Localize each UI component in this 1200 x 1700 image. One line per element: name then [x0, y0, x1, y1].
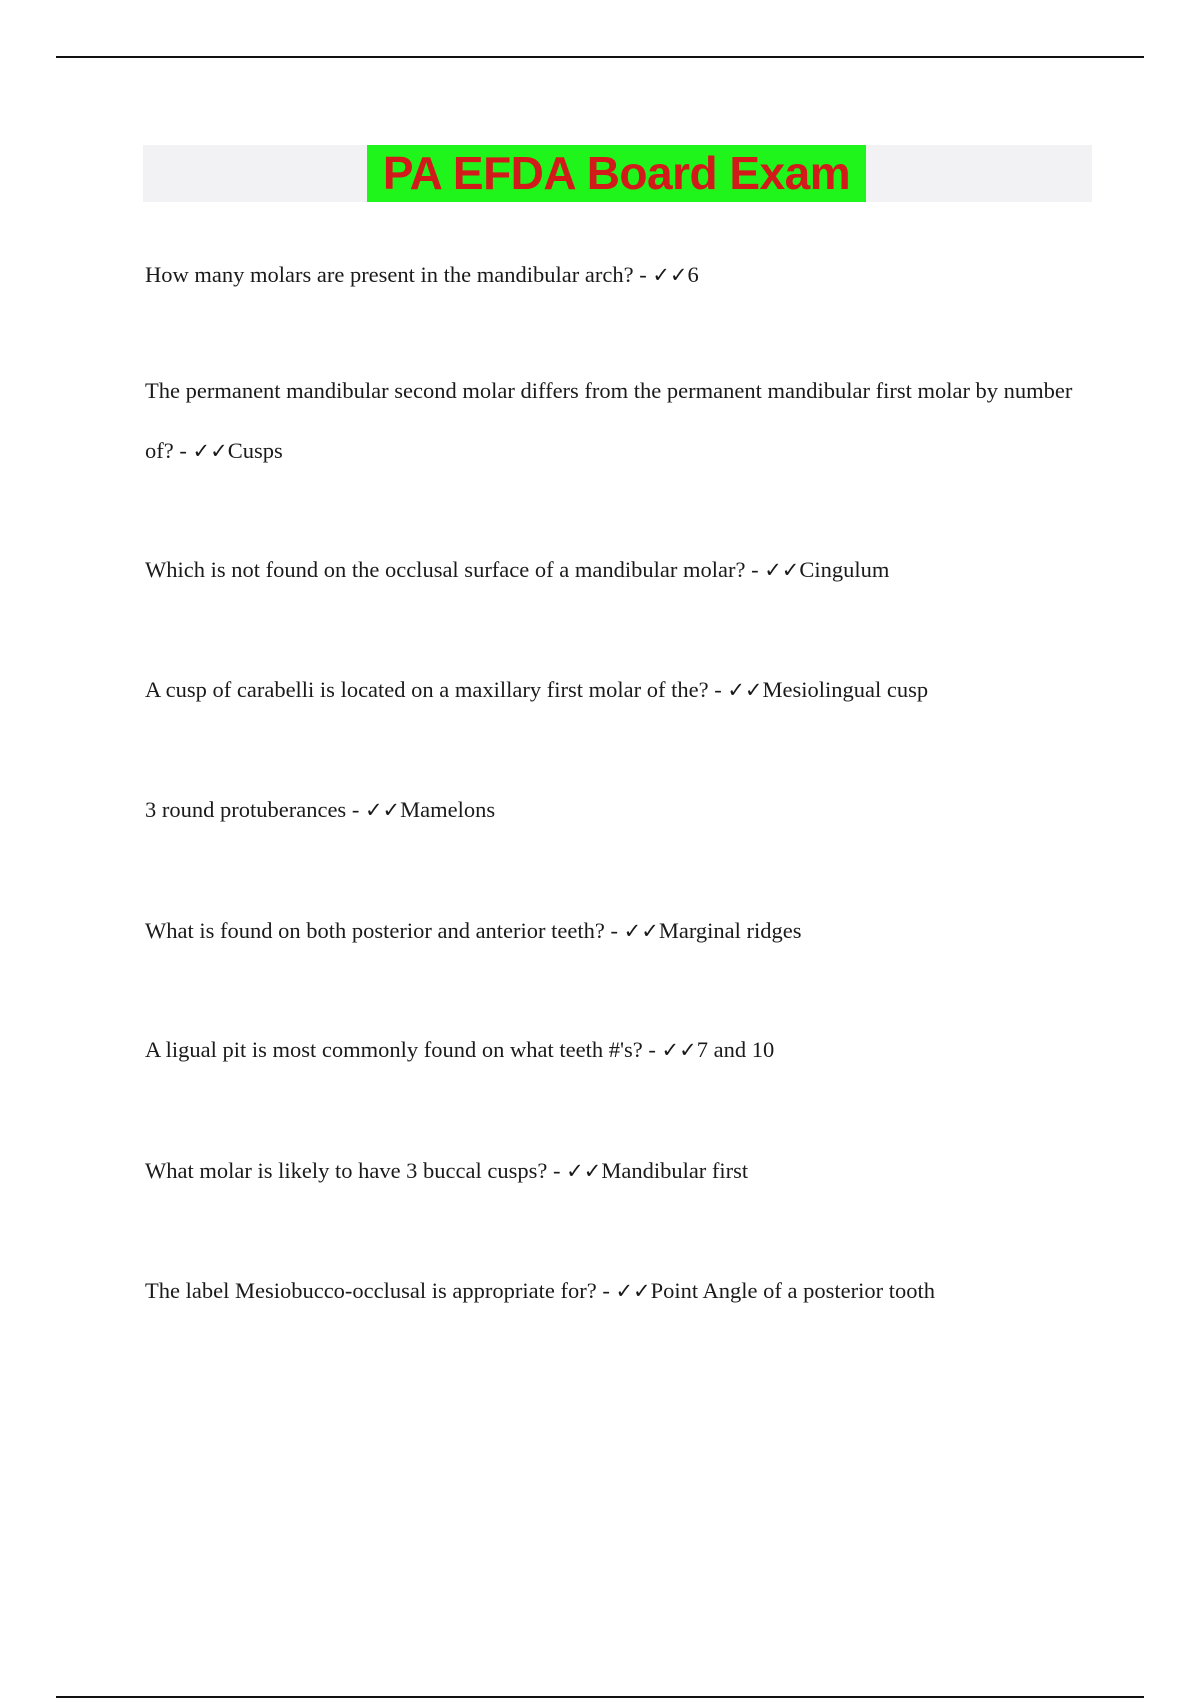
qa-item-2	[145, 361, 1085, 481]
page-title: PA EFDA Board Exam	[367, 145, 866, 202]
qa-item-7	[145, 1020, 1085, 1080]
question-text: A cusp of carabelli is located on a maxillary first molar of the?	[145, 677, 709, 702]
double-check-icon: ✓✓	[566, 1159, 602, 1183]
separator: -	[173, 438, 193, 463]
question-text: A ligual pit is most commonly found on what teeth #'s?	[145, 1037, 643, 1062]
separator: -	[604, 918, 624, 943]
answer-text: Point Angle of a posterior tooth	[650, 1278, 936, 1303]
double-check-icon: ✓✓	[623, 919, 659, 943]
qa-item-6	[145, 901, 1085, 961]
separator: -	[633, 262, 653, 287]
answer-text: 7 and 10	[696, 1037, 775, 1062]
top-rule	[56, 56, 1144, 58]
double-check-icon: ✓✓	[661, 1038, 697, 1062]
qa-item-5	[145, 780, 1085, 840]
double-check-icon: ✓✓	[652, 263, 688, 287]
answer-text: Cingulum	[799, 557, 890, 582]
separator: -	[708, 677, 728, 702]
answer-text: Mesiolingual cusp	[762, 677, 929, 702]
double-check-icon: ✓✓	[727, 678, 763, 702]
separator: -	[642, 1037, 662, 1062]
answer-text: Mandibular first	[601, 1158, 749, 1183]
separator: -	[596, 1278, 616, 1303]
question-text: Which is not found on the occlusal surface of a mandibular molar?	[145, 557, 746, 582]
answer-text: 6	[687, 262, 699, 287]
question-text: The label Mesiobucco-occlusal is appropriate for?	[145, 1278, 597, 1303]
qa-item-1	[145, 245, 1085, 305]
separator: -	[547, 1158, 567, 1183]
qa-item-4	[145, 660, 1085, 720]
question-text: 3 round protuberances	[145, 797, 347, 822]
double-check-icon: ✓✓	[615, 1279, 651, 1303]
qa-item-9	[145, 1261, 1085, 1321]
double-check-icon: ✓✓	[364, 798, 401, 822]
qa-item-8	[145, 1141, 1085, 1201]
question-text: What is found on both posterior and anterior teeth?	[145, 918, 605, 943]
separator: -	[745, 557, 765, 582]
answer-text: Marginal ridges	[658, 918, 802, 943]
double-check-icon: ✓✓	[764, 558, 800, 582]
qa-item-3	[145, 540, 1085, 600]
answer-text: Mamelons	[400, 797, 496, 822]
question-text: How many molars are present in the mandibular arch?	[145, 262, 634, 287]
bottom-rule	[56, 1696, 1144, 1698]
separator: -	[346, 797, 365, 822]
question-text: The permanent mandibular second molar differs from the permanent mandibular first molar by number of?	[145, 378, 1073, 463]
double-check-icon: ✓✓	[192, 439, 228, 463]
question-text: What molar is likely to have 3 buccal cusps?	[145, 1158, 548, 1183]
answer-text: Cusps	[227, 438, 283, 463]
